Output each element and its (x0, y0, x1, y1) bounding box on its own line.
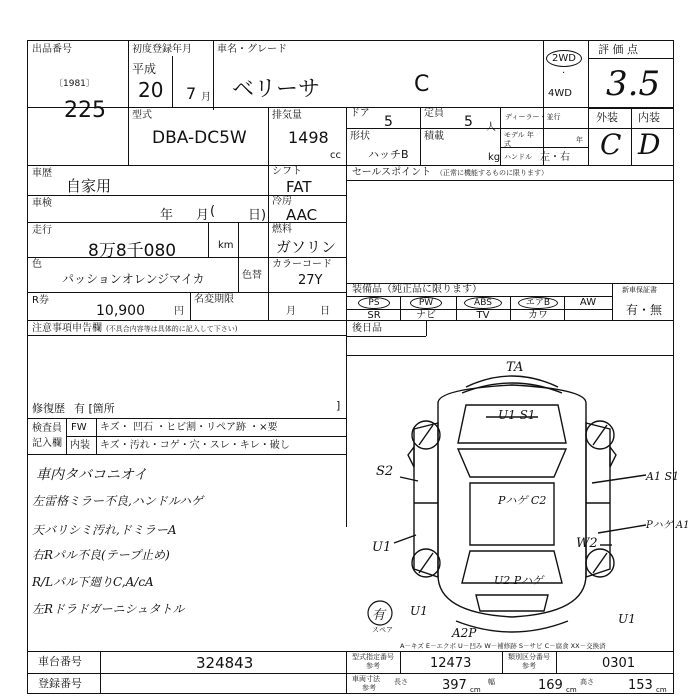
load-unit: kg (488, 152, 501, 163)
color-change-label: 色替 (242, 270, 262, 281)
handle-value: 左・右 (540, 152, 570, 163)
check-row2-code: 内装 (70, 440, 90, 451)
chassis-value: 324843 (196, 654, 254, 672)
divider (564, 296, 565, 320)
divider (612, 283, 613, 320)
repair-label: 修復歴 (32, 402, 65, 415)
note-line-4: 右Rパル不良(テープ止め) (32, 548, 170, 562)
divider (400, 651, 401, 673)
car-grade: C (414, 72, 430, 97)
divider (27, 335, 346, 336)
divider (456, 296, 457, 320)
dims-height-label: 高さ (580, 678, 594, 686)
divider (27, 165, 674, 166)
fuel-value: ガソリン (276, 238, 337, 256)
spare-mark: 有 (372, 608, 386, 623)
divider (27, 418, 346, 419)
divider (500, 147, 588, 148)
diag-u2: U2 Pハゲ (494, 574, 544, 587)
load-label: 積載 (424, 131, 444, 142)
color-code-value: 27Y (298, 273, 323, 288)
capacity-label: 定員 (424, 108, 444, 119)
category-value: 0301 (602, 656, 636, 671)
color-value: パッションオレンジマイカ (62, 272, 205, 286)
car-name-label: 車名・グレード (217, 44, 287, 55)
inspection-label: 車検 (32, 198, 52, 209)
doors-label: ドア (350, 108, 370, 119)
handle-label: ハンドル (504, 153, 532, 161)
car-name: ベリーサ (232, 77, 321, 102)
dims-length: 397 (442, 678, 467, 693)
ac-value: AAC (286, 206, 318, 224)
displacement-value: 1498 (288, 128, 329, 147)
diag-u1-left: U1 (372, 540, 392, 555)
shift-value: FAT (286, 178, 312, 196)
spare-label: スペア (372, 626, 393, 634)
fuel-label: 燃料 (272, 224, 292, 235)
dims-length-unit: cm (470, 686, 481, 694)
divider (400, 296, 401, 320)
diag-a2p: A2P (452, 626, 477, 640)
dealer-label: ディーラー・並行 (505, 113, 561, 121)
history-label: 車歴 (32, 168, 52, 179)
divider (172, 56, 173, 108)
name-change-label: 名変期限 (194, 294, 234, 305)
mileage-value: 8万8千080 (88, 241, 177, 261)
dims-width-label: 幅 (488, 678, 495, 686)
equip-aw: AW (579, 297, 597, 308)
inspector-label-2: 記入欄 (32, 438, 62, 449)
model-value: DBA-DC5W (152, 128, 247, 148)
divider (238, 257, 239, 292)
divider (100, 651, 101, 694)
note-line-1: 車内タバコニオイ (36, 467, 148, 483)
shift-label: シフト (272, 166, 302, 177)
divider (66, 436, 346, 437)
repair-value: 有 [箇所 (74, 402, 115, 415)
divider (128, 40, 129, 165)
damage-legend: A－キズ E－エクボ U－凹み W－補修跡 S－サビ C－腐食 XX－交換済 (400, 642, 606, 650)
score-value: 3.5 (606, 64, 661, 104)
color-label: 色 (32, 259, 42, 270)
divider (420, 107, 421, 165)
lot-sub: 〔1981〕 (54, 79, 95, 89)
drive-dot: · (562, 68, 566, 79)
check-row1-items: キズ・ 凹石 ・ヒビ割・リペア跡 ・×要 (100, 422, 278, 433)
equip-tv: TV (476, 310, 490, 321)
dims-height: 153 (628, 678, 653, 693)
note-line-6: 左Rドラドガーニシュタトル (32, 602, 185, 616)
first-reg-year: 20 (138, 78, 164, 102)
model-designation-value: 12473 (430, 656, 472, 671)
dims-length-label: 長さ (394, 678, 408, 686)
diag-w2: W2 (576, 536, 598, 551)
diag-ta: TA (506, 360, 524, 375)
category-sub: 参考 (522, 662, 536, 670)
equip-abs: ABS (464, 297, 502, 309)
diag-u1s1: U1 S1 (498, 408, 536, 422)
first-reg-month: 7 (186, 84, 197, 103)
model-year-unit: 年 (576, 136, 583, 144)
shape-value: ハッチB (368, 148, 409, 161)
inspection-month: 月 (196, 208, 210, 223)
diag-u1-br: U1 (618, 612, 636, 626)
divider (27, 320, 674, 321)
divider (27, 673, 674, 674)
inspection-year: 年 (160, 208, 174, 223)
model-designation-sub: 参考 (366, 662, 380, 670)
repair-close: ] (336, 399, 341, 412)
divider (500, 107, 501, 165)
equip-airbag: エアB (518, 297, 558, 309)
divider (588, 58, 674, 59)
displacement-unit: cc (330, 150, 341, 161)
equip-leather: カワ (528, 310, 548, 321)
diag-a1: Pハゲ A1 (646, 520, 690, 531)
notes-sub: (不具合内容等は具体的に記入して下さい) (106, 325, 238, 333)
dims-width: 169 (538, 678, 563, 693)
notes-label: 注意事項申告欄 (32, 323, 102, 334)
divider (510, 296, 511, 320)
recycle-value: 10,900 (96, 303, 145, 319)
warranty-label: 新車保証書 (622, 286, 657, 294)
divider (346, 336, 426, 337)
divider (631, 108, 632, 165)
sales-point-label: セールスポイント (352, 167, 432, 178)
diag-c2: Pハゲ C2 (498, 494, 547, 507)
equip-navi: ナビ (416, 310, 436, 321)
divider (346, 651, 347, 694)
note-line-5: R/Lパル下廻りC,A/cA (32, 575, 154, 589)
check-row1-code: FW (71, 422, 87, 433)
divider (27, 454, 346, 455)
warranty-value: 有・無 (626, 303, 663, 317)
divider (213, 40, 214, 110)
divider (27, 292, 346, 293)
capacity-unit: 人 (486, 122, 496, 133)
divider (346, 128, 588, 129)
divider (27, 651, 674, 652)
note-line-3: 天バリシミ汚れ,ドミラーA (32, 523, 177, 537)
divider (27, 257, 346, 258)
exterior-value: C (600, 128, 622, 161)
interior-value: D (638, 128, 661, 161)
shape-label: 形状 (350, 131, 370, 142)
first-reg-era: 平成 (132, 62, 157, 76)
interior-label: 内装 (638, 111, 660, 124)
drive-4wd: 4WD (548, 88, 572, 99)
inspector-label-1: 検査員 (32, 423, 62, 434)
history-value: 自家用 (66, 177, 112, 195)
divider (346, 107, 347, 165)
diag-a1s1: A1 S1 (646, 470, 679, 483)
capacity-value: 5 (464, 114, 473, 130)
dims-width-unit: cm (566, 686, 577, 694)
check-row2-items: キズ・汚れ・コゲ・穴・スレ・キレ・破し (100, 440, 290, 451)
lot-label: 出品番号 (32, 44, 72, 55)
equipment-label: 装備品（純正品に限ります） (352, 284, 482, 295)
divider (238, 222, 239, 257)
divider (426, 320, 427, 336)
dims-sub: 参考 (362, 684, 376, 692)
reg-no-label: 登録番号 (38, 677, 82, 690)
doors-value: 5 (384, 114, 393, 130)
recycle-label: R券 (32, 295, 49, 306)
inspection-day: 日) (248, 208, 267, 223)
exterior-label: 外装 (596, 111, 618, 124)
color-code-label: カラーコード (272, 259, 332, 270)
equip-pw: PW (410, 297, 442, 309)
category-label: 類別区分番号 (508, 653, 550, 661)
model-label: 型式 (132, 110, 152, 121)
ac-label: 冷房 (272, 196, 292, 207)
diag-s2: S2 (376, 464, 394, 479)
dims-label: 車両寸法 (352, 675, 380, 683)
lot-number: 225 (64, 98, 106, 123)
first-reg-label: 初度登録年月 (132, 44, 192, 55)
model-designation-label: 型式指定番号 (352, 653, 394, 661)
divider (190, 292, 191, 320)
note-line-2: 左雷格ミラー不良,ハンドルハゲ (32, 494, 203, 508)
divider (556, 651, 557, 673)
rear-seat-label: 後日品 (352, 323, 382, 334)
model-year-label: モデル 年式 (504, 131, 534, 148)
recycle-unit: 円 (174, 306, 184, 317)
name-change-day: 日 (320, 306, 330, 317)
displacement-label: 排気量 (272, 110, 302, 121)
divider (502, 651, 503, 673)
divider (346, 180, 674, 181)
inspection-paren: ( (210, 204, 216, 219)
equip-ps: PS (358, 297, 390, 309)
dims-height-unit: cm (656, 686, 667, 694)
sales-point-note: （正常に機能するものに限ります） (436, 169, 548, 177)
diag-u1-bl: U1 (410, 604, 428, 618)
equip-sr: SR (367, 310, 381, 321)
chassis-label: 車台番号 (38, 655, 82, 668)
divider (268, 107, 269, 165)
mileage-label: 走行 (32, 225, 52, 236)
divider (208, 222, 209, 257)
mileage-unit: km (218, 240, 234, 251)
drive-2wd: 2WD (546, 50, 582, 67)
name-change-month: 月 (286, 306, 296, 317)
first-reg-month-unit: 月 (201, 92, 211, 103)
divider (268, 165, 269, 320)
score-label: 評 価 点 (598, 43, 638, 56)
